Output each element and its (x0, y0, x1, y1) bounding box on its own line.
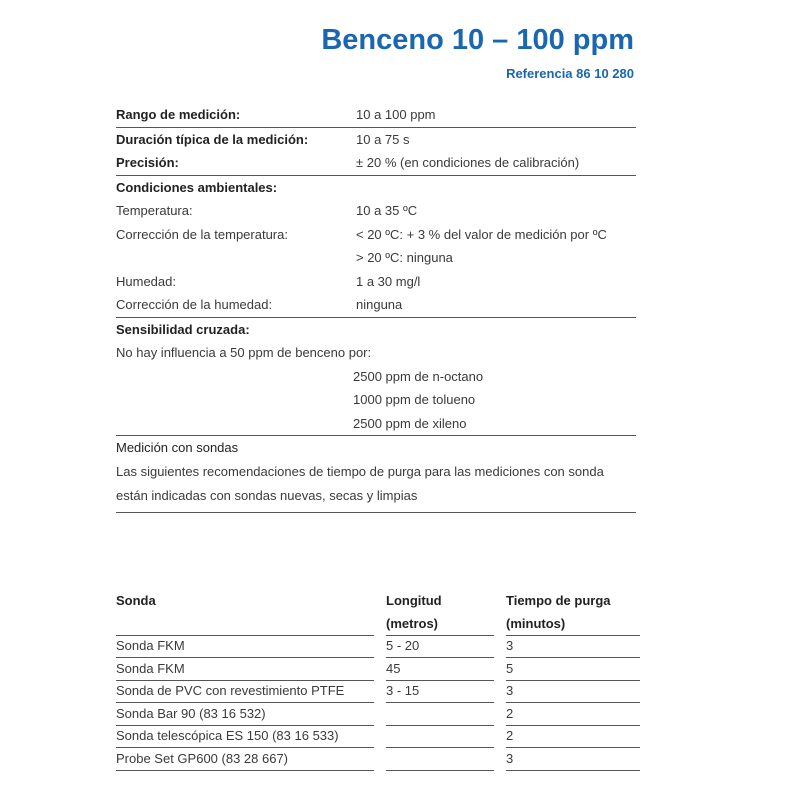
cell-tiempo: 2 (506, 725, 640, 748)
spec-value: 2500 ppm de xileno (353, 415, 467, 431)
spec-value: ± 20 % (en condiciones de calibración) (356, 155, 580, 170)
spec-row-precision (116, 151, 636, 176)
column-header-longitud-unit: (metros) (386, 613, 494, 636)
spec-label: Corrección de la humedad: (116, 297, 273, 312)
spec-label: Humedad: (116, 273, 176, 289)
column-header-sonda: Sonda (116, 593, 156, 608)
table-header-row (116, 590, 640, 613)
spec-value: 10 a 35 ºC (356, 203, 418, 218)
table-row (116, 748, 640, 771)
spec-row-sensibilidad-item (116, 388, 636, 412)
spec-label: Temperatura: (116, 203, 193, 218)
spec-value: < 20 ºC: + 3 % del valor de medición por ºC (356, 226, 607, 242)
spec-label: Precisión: (116, 155, 179, 170)
cell-longitud: 5 - 20 (386, 635, 494, 658)
column-header-tiempo: Tiempo de purga (506, 593, 611, 608)
column-header-longitud: Longitud (386, 593, 442, 608)
spec-row-sensibilidad (116, 318, 636, 342)
spec-row-correccion-temp (116, 223, 636, 247)
spec-row-sensibilidad-intro (116, 341, 636, 365)
spec-row-humedad (116, 270, 636, 294)
spec-value: 2500 ppm de n-octano (353, 368, 484, 384)
spec-row-correccion-hum (116, 293, 636, 318)
spec-text: No hay influencia a 50 ppm de benceno por: (116, 345, 372, 360)
reference-number: Referencia 86 10 280 (506, 66, 634, 81)
cell-longitud: 45 (386, 658, 494, 681)
table-row (116, 703, 640, 726)
table-row (116, 725, 640, 748)
cell-tiempo: 2 (506, 703, 640, 726)
cell-sonda: Sonda Bar 90 (83 16 532) (116, 703, 374, 726)
spec-row-sensibilidad-item (116, 365, 636, 389)
spec-value: 10 a 75 s (356, 131, 410, 147)
spec-row-sondas (116, 436, 636, 460)
column-header-tiempo-unit: (minutos) (506, 613, 640, 636)
page-title: Benceno 10 – 100 ppm (321, 24, 634, 56)
section-heading: Condiciones ambientales: (116, 179, 278, 195)
cell-longitud (386, 703, 494, 726)
header-underline (116, 613, 374, 636)
spec-value: > 20 ºC: ninguna (356, 250, 453, 265)
spec-row-correccion-temp-2 (116, 246, 636, 270)
cell-longitud (386, 725, 494, 748)
spec-label: Corrección de la temperatura: (116, 226, 288, 242)
cell-sonda: Sonda telescópica ES 150 (83 16 533) (116, 725, 374, 748)
cell-tiempo: 3 (506, 680, 640, 703)
probes-table (116, 590, 640, 770)
sondas-paragraph (116, 460, 636, 513)
section-heading: Sensibilidad cruzada: (116, 321, 250, 337)
spec-label: Duración típica de la medición: (116, 131, 309, 147)
spec-value: ninguna (356, 297, 403, 312)
spec-value: 1 a 30 mg/l (356, 273, 421, 289)
paragraph-line: Las siguientes recomendaciones de tiempo de purga para las mediciones con sonda (116, 463, 604, 479)
spec-row-sensibilidad-item (116, 412, 636, 437)
spec-row-rango (116, 103, 636, 128)
cell-tiempo: 5 (506, 658, 640, 681)
spec-value: 1000 ppm de tolueno (353, 392, 476, 407)
paragraph-line: están indicadas con sondas nuevas, secas y limpias (116, 487, 418, 503)
cell-sonda: Sonda FKM (116, 658, 374, 681)
table-row (116, 658, 640, 681)
section-heading: Medición con sondas (116, 440, 239, 455)
cell-sonda: Probe Set GP600 (83 28 667) (116, 748, 374, 771)
cell-longitud (386, 748, 494, 771)
cell-sonda: Sonda FKM (116, 635, 374, 658)
spec-row-temperatura (116, 199, 636, 223)
table-header-row-2 (116, 613, 640, 636)
spec-label: Rango de medición: (116, 107, 241, 122)
spec-value: 10 a 100 ppm (356, 107, 436, 122)
spec-row-duracion (116, 128, 636, 152)
cell-tiempo: 3 (506, 635, 640, 658)
table-row (116, 635, 640, 658)
cell-tiempo: 3 (506, 748, 640, 771)
spec-row-condiciones (116, 176, 636, 200)
cell-longitud: 3 - 15 (386, 680, 494, 703)
specs-section (116, 103, 636, 513)
table-row (116, 680, 640, 703)
cell-sonda: Sonda de PVC con revestimiento PTFE (116, 680, 374, 703)
